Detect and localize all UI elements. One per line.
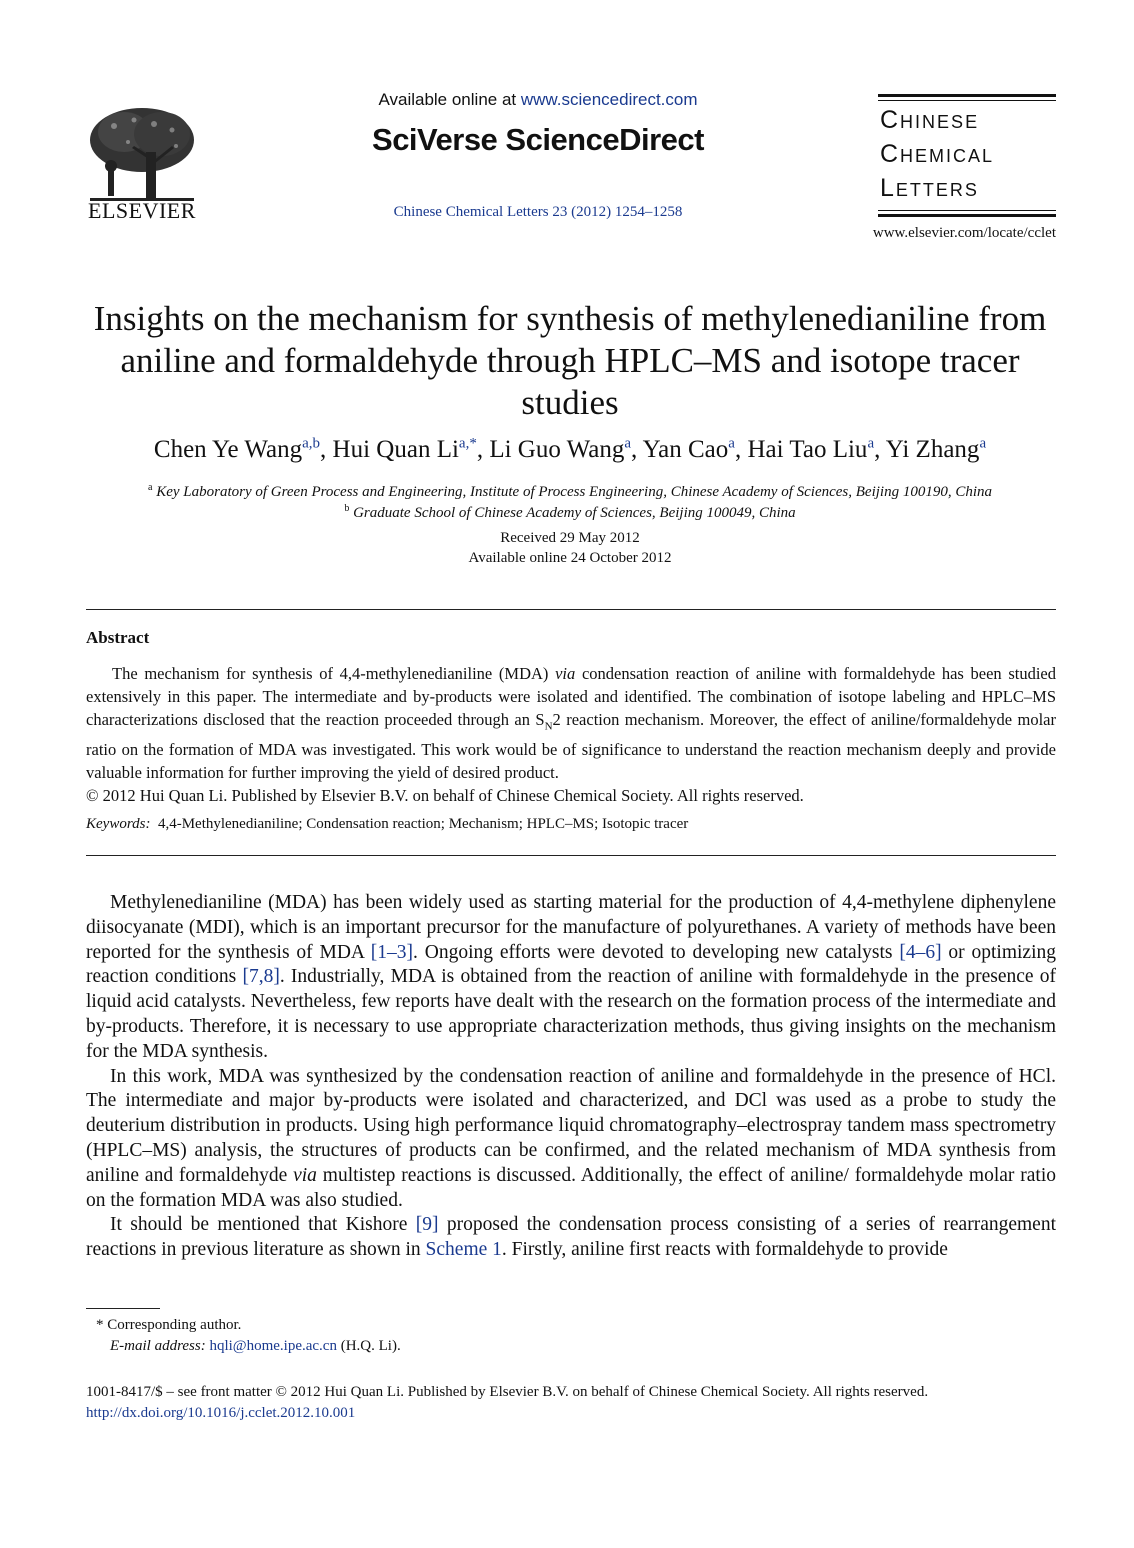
abstract-top-rule (86, 609, 1056, 610)
author-affiliation-marker[interactable]: a (979, 436, 987, 452)
author (643, 436, 748, 463)
affiliation-label: a (147, 482, 153, 493)
abstract-heading: Abstract (86, 628, 150, 647)
affiliation-a (84, 482, 1056, 501)
scheme-link[interactable]: Scheme 1 (425, 1239, 502, 1261)
email-link[interactable]: hqli@home.ipe.ac.cn (209, 1338, 337, 1354)
author-affiliation-marker[interactable]: a,b (302, 436, 321, 452)
body-italic: via (293, 1164, 317, 1186)
author (747, 436, 885, 463)
issn-line: 1001-8417/$ – see front matter © 2012 Hui Quan Li. Published by Elsevier B.V. on behalf of Chinese Chemical Society. All rights reserved. (86, 1384, 929, 1400)
abstract-body (86, 662, 1056, 807)
journal-logo-rule-top-thin (878, 100, 1056, 101)
abstract-copyright: © 2012 Hui Quan Li. Published by Elsevier B.V. on behalf of Chinese Chemical Society. All rights reserved. (86, 786, 804, 806)
author-name: Yi Zhang (885, 436, 980, 464)
author-separator: , (734, 436, 748, 464)
citation-link[interactable]: [1–3] (370, 941, 414, 963)
author-affiliation-marker[interactable]: a (624, 436, 632, 452)
author-affiliation-marker[interactable]: a (867, 436, 875, 452)
doi-link[interactable]: http://dx.doi.org/10.1016/j.cclet.2012.10.001 (86, 1405, 356, 1421)
body-text-run: or optimizing reaction conditions (86, 941, 1056, 988)
body-text-run: proposed the condensation process consisting of a series of rearrangement reactions in previous literature as shown in (86, 1214, 1056, 1261)
email-label: E-mail address: (110, 1338, 206, 1354)
body-text-run: . Industrially, MDA is obtained from the reaction of aniline with formaldehyde in the presence of liquid acid catalysts. Nevertheless, few reports have dealt with the research on the formation process of the intermediate and by-products. Therefore, it is necessary to use appropriate characterization methods, thus giving insights on the mechanism for the MDA synthesis. (86, 966, 1057, 1062)
author-name: Chen Ye Wang (153, 436, 303, 464)
citation-link[interactable]: [4–6] (899, 941, 942, 963)
email-line (96, 1336, 401, 1357)
keywords-label: Keywords: (86, 816, 151, 832)
publisher-name: ELSEVIER (88, 198, 196, 223)
body-paragraph-2 (86, 1065, 1056, 1214)
received-date: Received 29 May 2012 (500, 530, 640, 546)
citation-link[interactable]: [9] (415, 1214, 439, 1236)
available-online-prefix: Available online at (378, 90, 521, 109)
affiliation-b (84, 503, 1056, 522)
journal-logo-rule-top (878, 94, 1056, 97)
keywords (86, 816, 1056, 833)
body-text-run: multistep reactions is discussed. Additionally, the effect of aniline/ formaldehyde molar ratio on the formation MDA was also studied. (86, 1164, 1056, 1211)
author-name: Hui Quan Li (332, 436, 459, 464)
footnote-rule (86, 1308, 160, 1309)
author (333, 436, 490, 463)
body-text-run: In this work, MDA was synthesized by the condensation reaction of aniline and formaldehyde in the presence of HCl. The intermediate and major by-products were isolated and characterized, and DCl was used as a probe to study the deuterium distribution in products. Using high performance liquid chromatography–electrospray tandem mass spectrometry (HPLC–MS) analysis, the structures of products can be confirmed, and the related mechanism of MDA synthesis from aniline and formaldehyde (86, 1065, 1056, 1186)
author-list (84, 436, 1056, 464)
abstract-bottom-rule (86, 855, 1056, 856)
sciencedirect-link[interactable]: www.sciencedirect.com (520, 90, 698, 109)
front-matter (86, 1382, 1066, 1424)
body-text-run: . Firstly, aniline first reacts with formaldehyde to provide (501, 1239, 948, 1261)
body-text-run: It should be mentioned that Kishore (110, 1214, 416, 1236)
platform-logo: SciVerse ScienceDirect (372, 122, 704, 157)
body-paragraph-3 (86, 1213, 1056, 1263)
citation-link[interactable]: [7,8] (242, 966, 280, 988)
affiliation-label: b (344, 503, 350, 514)
abstract-paragraph (86, 662, 1056, 784)
journal-logo-line-2: Chemical (880, 140, 995, 168)
abstract-subscript: N (544, 720, 553, 733)
journal-url[interactable]: www.elsevier.com/locate/cclet (872, 225, 1056, 241)
author (886, 436, 986, 463)
author (154, 436, 333, 463)
corresponding-author-note: * Corresponding author. (96, 1317, 242, 1333)
available-online (330, 90, 746, 110)
journal-logo (878, 94, 1056, 220)
affiliation-text: Key Laboratory of Green Process and Engineering, Institute of Process Engineering, Chinese Academy of Sciences, Beijing 100190, China (156, 484, 993, 500)
author-name: Hai Tao Liu (747, 436, 868, 464)
journal-reference[interactable]: Chinese Chemical Letters 23 (2012) 1254–1258 (393, 204, 683, 220)
author-name: Li Guo Wang (489, 436, 625, 464)
body-text-run: . Ongoing efforts were devoted to developing new catalysts (413, 941, 900, 963)
article-title: Insights on the mechanism for synthesis of methylenedianiline from aniline and formaldehyde through HPLC–MS and isotope tracer studies (93, 299, 1047, 422)
abstract-text: condensation reaction of aniline with formaldehyde has been studied extensively in this paper. The intermediate and by-products were isolated and identified. The combination of isotope labeling and HPLC–MS characterizations disclosed that the reaction proceeded through an S (86, 664, 1056, 729)
affiliation-text: Graduate School of Chinese Academy of Sciences, Beijing 100049, China (353, 505, 796, 521)
author-affiliation-marker[interactable]: a (728, 436, 735, 452)
body-text-run: Methylenedianiline (MDA) has been widely used as starting material for the production of 4,4-methylene diphenylene diisocyanate (MDI), which is an important precursor for the manufacture of polyurethanes. A variety of methods have been reported for the synthesis of MDA (86, 892, 1056, 963)
keywords-text: 4,4-Methylenedianiline; Condensation reaction; Mechanism; HPLC–MS; Isotopic tracer (157, 816, 689, 832)
journal-logo-rule-bottom (878, 214, 1056, 217)
journal-logo-line-1: Chinese (880, 106, 980, 134)
body-text (86, 891, 1056, 1263)
available-date: Available online 24 October 2012 (468, 550, 672, 566)
author-separator: , (476, 436, 490, 464)
journal-logo-line-3: Letters (880, 174, 979, 202)
body-paragraph-1 (86, 891, 1056, 1065)
footnote (96, 1315, 401, 1357)
author-separator: , (320, 436, 333, 464)
email-suffix: (H.Q. Li). (336, 1338, 401, 1354)
author-separator: , (874, 436, 886, 464)
abstract-text: 2 reaction mechanism. Moreover, the effect of aniline/formaldehyde molar ratio on the formation of MDA was investigated. This work would be of significance to understand the reaction mechanism deeply and provide valuable information for further improving the yield of desired product. (86, 710, 1056, 783)
author (489, 436, 642, 463)
author-separator: , (631, 436, 643, 464)
journal-logo-rule-bottom-thin (878, 210, 1056, 211)
author-name: Yan Cao (642, 436, 729, 464)
abstract-italic: via (555, 664, 576, 683)
author-affiliation-marker[interactable]: a,* (458, 436, 477, 452)
abstract-text: The mechanism for synthesis of 4,4-methylenedianiline (MDA) (112, 664, 556, 683)
